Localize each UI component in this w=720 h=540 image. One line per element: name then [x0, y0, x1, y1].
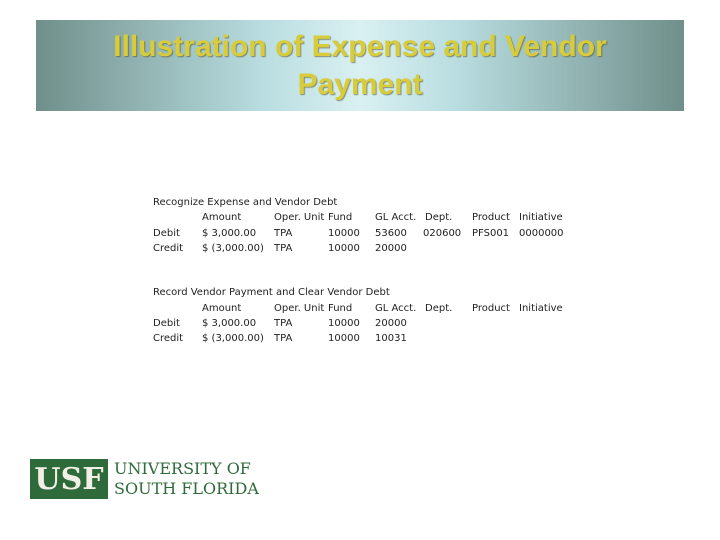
- header-initiative: Initiative: [519, 212, 563, 223]
- slide-title: Illustration of Expense and Vendor Payment: [113, 29, 607, 101]
- row-amount: $ (3,000.00): [202, 243, 264, 254]
- row-type: Debit: [153, 318, 180, 329]
- header-oper-unit: Oper. Unit: [274, 212, 325, 223]
- header-amount: Amount: [202, 212, 242, 223]
- title-banner: [36, 20, 684, 111]
- header-oper-unit: Oper. Unit: [274, 303, 325, 314]
- row-amount: $ (3,000.00): [202, 333, 264, 344]
- row-product: PFS001: [472, 228, 510, 239]
- header-amount: Amount: [202, 303, 242, 314]
- header-gl-acct: GL Acct.: [375, 303, 417, 314]
- row-fund: 10000: [328, 318, 360, 329]
- row-dept: 020600: [423, 228, 462, 239]
- row-type: Debit: [153, 228, 180, 239]
- header-product: Product: [472, 212, 510, 223]
- row-fund: 10000: [328, 333, 360, 344]
- header-dept: Dept.: [425, 212, 453, 223]
- row-gl-acct: 10031: [375, 333, 407, 344]
- row-fund: 10000: [328, 243, 360, 254]
- header-initiative: Initiative: [519, 303, 563, 314]
- logo-line-university: UNIVERSITY OF: [114, 459, 251, 478]
- header-gl-acct: GL Acct.: [375, 212, 417, 223]
- row-gl-acct: 20000: [375, 318, 407, 329]
- row-amount: $ 3,000.00: [202, 318, 257, 329]
- section-title: Record Vendor Payment and Clear Vendor Debt: [153, 287, 390, 298]
- row-gl-acct: 53600: [375, 228, 407, 239]
- row-fund: 10000: [328, 228, 360, 239]
- row-oper-unit: TPA: [274, 228, 293, 239]
- header-fund: Fund: [328, 303, 353, 314]
- row-type: Credit: [153, 243, 184, 254]
- row-oper-unit: TPA: [274, 318, 293, 329]
- header-product: Product: [472, 303, 510, 314]
- row-amount: $ 3,000.00: [202, 228, 257, 239]
- row-gl-acct: 20000: [375, 243, 407, 254]
- row-oper-unit: TPA: [274, 243, 293, 254]
- row-type: Credit: [153, 333, 184, 344]
- header-dept: Dept.: [425, 303, 453, 314]
- row-initiative: 0000000: [519, 228, 564, 239]
- row-oper-unit: TPA: [274, 333, 293, 344]
- header-fund: Fund: [328, 212, 353, 223]
- usf-logo: [30, 459, 262, 499]
- usf-logo-mark: USF: [30, 459, 108, 499]
- logo-line-south-florida: SOUTH FLORIDA: [114, 479, 259, 498]
- section-title: Recognize Expense and Vendor Debt: [153, 197, 338, 208]
